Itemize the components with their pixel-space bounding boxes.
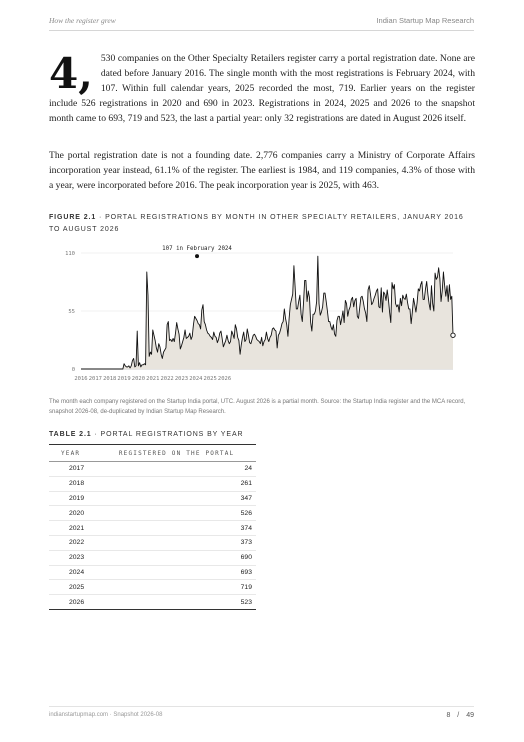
last-point-marker [451,333,455,337]
registered-count-cell: 347 [97,491,256,506]
current-page: 8 [446,712,451,719]
section-title: How the register grew [49,16,116,25]
x-axis-ticks [74,376,231,382]
x-tick-label: 2026 [217,376,232,382]
intro-paragraph-1 [49,51,475,126]
intro-paragraph-2 [49,148,475,193]
figure-caption [49,212,469,236]
registered-count-cell: 261 [97,476,256,491]
x-tick-label: 2017 [88,376,102,382]
table-row [49,476,256,491]
figure-label: FIGURE 2.1 [49,214,97,221]
year-cell: 2026 [49,595,97,610]
year-cell: 2023 [49,550,97,565]
footer-rule [49,706,474,707]
registrations-chart [49,240,475,390]
table-row [49,521,256,536]
table-row [49,491,256,506]
table-title: PORTAL REGISTRATIONS BY YEAR [100,431,244,438]
intro-text-1: 530 companies on the Other Specialty Retailers register carry a portal registration date. None are dated before January 2016. The single month with the most registrations is February 2024, with 107. Within full calendar years, 2025 recorded the most, 719. Earlier years on the register include 526 registrations in 2020 and 690 in 2023. Registrations in 2024, 2025 and 2026 to the snapshot month came to 693, 719 and 523, the last a partial year: only 32 registrations are dated in August 2026 itself. [49,53,475,124]
x-tick-label: 2022 [160,376,174,382]
y-tick-label: 0 [71,367,75,373]
year-cell: 2025 [49,580,97,595]
year-cell: 2021 [49,521,97,536]
registered-count-cell: 526 [97,506,256,521]
y-tick-label: 110 [65,251,75,257]
figure-title: PORTAL REGISTRATIONS BY MONTH IN OTHER SPECIALTY RETAILERS, JANUARY 2016 TO AUGUST 2026 [49,214,464,233]
table-row [49,462,256,477]
registered-count-cell: 24 [97,462,256,477]
registered-count-cell: 719 [97,580,256,595]
y-axis-ticks [65,251,75,373]
year-cell: 2018 [49,476,97,491]
page-footer [49,712,474,724]
x-tick-label: 2023 [174,376,189,382]
page-number [441,712,474,719]
footer-site: indianstartupmap.com · Snapshot 2026-08 [49,712,163,718]
year-cell: 2022 [49,535,97,550]
figure-source-note: The month each company registered on the Startup India portal, UTC. August 2026 is a partial month. Source: the Startup India register and the MCA record, snapshot 2026-08, de-duplicated by Indian Startup Map Research. [49,399,466,415]
year-cell: 2017 [49,462,97,477]
page-separator: / [457,712,460,719]
registered-count-cell: 693 [97,565,256,580]
registered-count-cell: 523 [97,595,256,610]
table-row [49,550,256,565]
registrations-table [49,444,256,610]
table-caption [49,431,243,438]
year-cell: 2019 [49,491,97,506]
header-rule [49,30,474,31]
peak-annotation: 107 in February 2024 [162,246,232,253]
running-head [49,16,474,30]
intro-text-2: The portal registration date is not a founding date. 2,776 companies carry a Ministry of Corporate Affairs incorporation year instead, 61.1% of the register. The earliest is 1984, and 119 companies, 4.3% of those with a year, were incorporated before 2016. The peak incorporation year is 2025, with 463. [49,150,475,191]
total-pages: 49 [466,712,474,719]
x-tick-label: 2016 [74,376,88,382]
registered-count-cell: 374 [97,521,256,536]
peak-annotation-group [162,246,232,258]
year-cell: 2024 [49,565,97,580]
table-body [49,462,256,610]
table-caption-separator: · [94,431,101,438]
x-tick-label: 2024 [189,376,203,382]
table-row [49,565,256,580]
x-tick-label: 2021 [146,376,160,382]
registered-column-header: REGISTERED ON THE PORTAL [97,445,256,462]
publication-title: Indian Startup Map Research [376,16,474,25]
x-tick-label: 2025 [203,376,217,382]
peak-marker [195,254,199,258]
registered-count-cell: 373 [97,535,256,550]
year-column-header: YEAR [49,445,97,462]
y-tick-label: 55 [68,309,75,315]
year-cell: 2020 [49,506,97,521]
table-row [49,595,256,610]
registered-count-cell: 690 [97,550,256,565]
x-tick-label: 2019 [117,376,131,382]
x-tick-label: 2020 [131,376,146,382]
figure-caption-separator: · [98,214,106,221]
table-row [49,580,256,595]
table-header-row [49,445,256,462]
chart-points [451,333,455,337]
table-row [49,535,256,550]
x-tick-label: 2018 [103,376,117,382]
table-row [49,506,256,521]
drop-cap: 4, [49,49,93,98]
table-label: TABLE 2.1 [49,431,92,438]
